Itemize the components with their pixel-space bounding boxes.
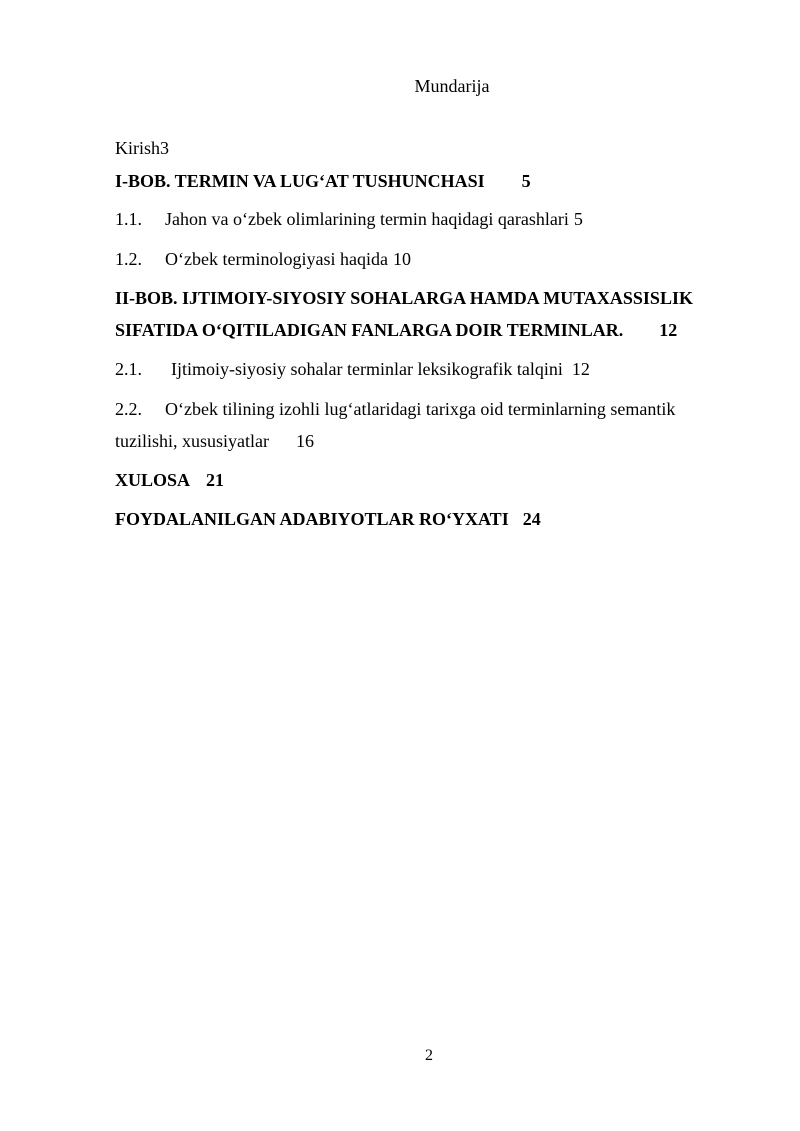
toc-entry-label: O‘zbek terminologiyasi haqida [165,249,388,269]
toc-entry-number: 1.2. [115,249,142,269]
toc-entry-number: 1.1. [115,209,142,229]
toc-entry-label: XULOSA [115,470,191,490]
toc-entry-label: Kirish [115,138,160,158]
toc-entry-label: II-BOB. IJTIMOIY-SIYOSIY SOHALARGA HAMDA MUTAXASSISLIK [115,288,693,308]
toc-entry-page: 10 [392,249,411,269]
toc-entry-page: 5 [521,171,531,191]
toc-entry-chapter-2-line-1 [115,288,693,309]
toc-entry-section-2-2-line-2 [115,431,314,452]
toc-entry-label: Ijtimoiy-siyosiy sohalar terminlar leksikografik talqini [171,359,563,379]
toc-title: Mundarija [414,76,490,96]
toc-entry-chapter-1 [115,171,531,192]
toc-entry-page: 21 [206,470,225,490]
page-number: 2 [425,1047,433,1064]
toc-entry-intro [115,138,169,159]
toc-entry-page: 3 [160,138,169,158]
toc-entry-page: 16 [295,431,314,451]
toc-entry-label: Jahon va o‘zbek olimlarining termin haqidagi qarashlari [165,209,569,229]
toc-entry-label: O‘zbek tilining izohli lug‘atlaridagi tarixga oid terminlarning semantik [165,399,676,419]
toc-entry-section-2-1 [115,359,590,380]
toc-entry-label: tuzilishi, xususiyatlar [115,431,269,451]
toc-entry-section-2-2-line-1 [115,399,675,420]
toc-entry-page: 12 [659,320,678,340]
toc-entry-label: I-BOB. TERMIN VA LUG‘AT TUSHUNCHASI [115,171,485,191]
toc-entry-number: 2.1. [115,359,142,379]
toc-entry-chapter-2-line-2 [115,320,677,341]
toc-entry-section-1-2 [115,249,411,270]
toc-entry-references [115,509,541,530]
toc-entry-page: 12 [571,359,590,379]
toc-entry-section-1-1 [115,209,583,230]
toc-entry-label: SIFATIDA O‘QITILADIGAN FANLARGA DOIR TERMINLAR. [115,320,624,340]
toc-entry-number: 2.2. [115,399,142,419]
toc-entry-label: FOYDALANILGAN ADABIYOTLAR RO‘YXATI [115,509,509,529]
toc-entry-page: 5 [573,209,583,229]
toc-entry-page: 24 [522,509,541,529]
toc-entry-conclusion [115,470,224,491]
